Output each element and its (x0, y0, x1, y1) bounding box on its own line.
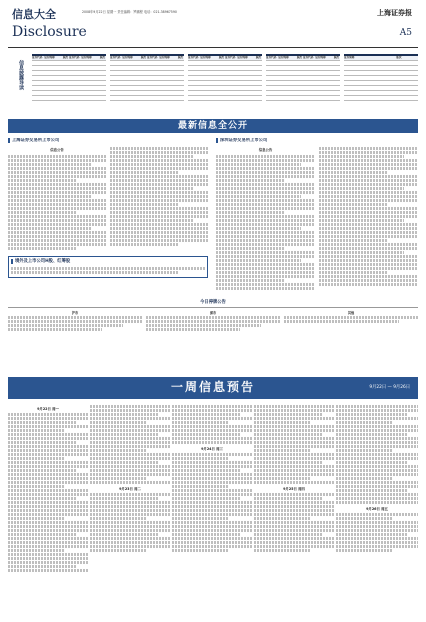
today-suspension: 今日停牌公告 沪市 深市 其他 (8, 300, 418, 332)
index-header: 证券代码 证券简称 版次 证券代码 证券简称 版次 (266, 56, 340, 60)
index-grid (32, 54, 418, 101)
index-header: 证券代码 证券简称 版次 证券代码 证券简称 版次 (110, 56, 184, 60)
section-title: 信息大全 (12, 8, 56, 21)
week-dates: 9月22日 — 9月26日 (369, 385, 410, 390)
week-title: 一周信息预告 (170, 380, 255, 394)
week-column: 9月25日 周四 (254, 404, 334, 618)
disclosure-index (8, 54, 418, 124)
szse-announcements: 深圳证券交易所上市公司 信息公告 (216, 138, 418, 294)
week-preview-banner (8, 377, 418, 399)
index-block (110, 54, 184, 101)
index-block (32, 54, 106, 101)
index-block (266, 54, 340, 101)
index-block (344, 54, 418, 101)
week-column: 9月23日 周二 (90, 404, 170, 618)
section-banner: 最新信息全公开 (8, 119, 418, 133)
index-header: 证券代码 证券简称 版次 证券代码 证券简称 版次 (188, 56, 262, 60)
week-column: 9月26日 周五 (336, 404, 418, 618)
szse-heading: 深圳证券交易所上市公司 (216, 138, 418, 143)
page-number: A5 (399, 28, 412, 38)
week-column: 9月24日 周三 (172, 404, 252, 618)
index-header: 证券简称 版次 (344, 56, 418, 61)
masthead (8, 4, 418, 48)
today-title: 今日停牌公告 (8, 300, 418, 308)
index-label: 信息披露导读 (18, 60, 24, 90)
section-english-title: Disclosure (12, 24, 87, 40)
index-block (188, 54, 262, 101)
sse-announcements: 上海证券交易所上市公司 信息公告 (8, 138, 208, 253)
newspaper-name: 上海证券报 (377, 8, 412, 17)
issue-meta: 2008年9月22日 星期一 责任编辑：罗鹏程 电话：021-38967590 (82, 10, 177, 14)
hshares-notice: 境外及上市公司H股、红筹股 (8, 256, 208, 278)
sse-heading: 上海证券交易所上市公司 (8, 138, 208, 143)
index-header: 证券代码 证券简称 版次 证券代码 证券简称 版次 (32, 56, 106, 60)
week-column: 9月22日 周一 (8, 404, 88, 618)
